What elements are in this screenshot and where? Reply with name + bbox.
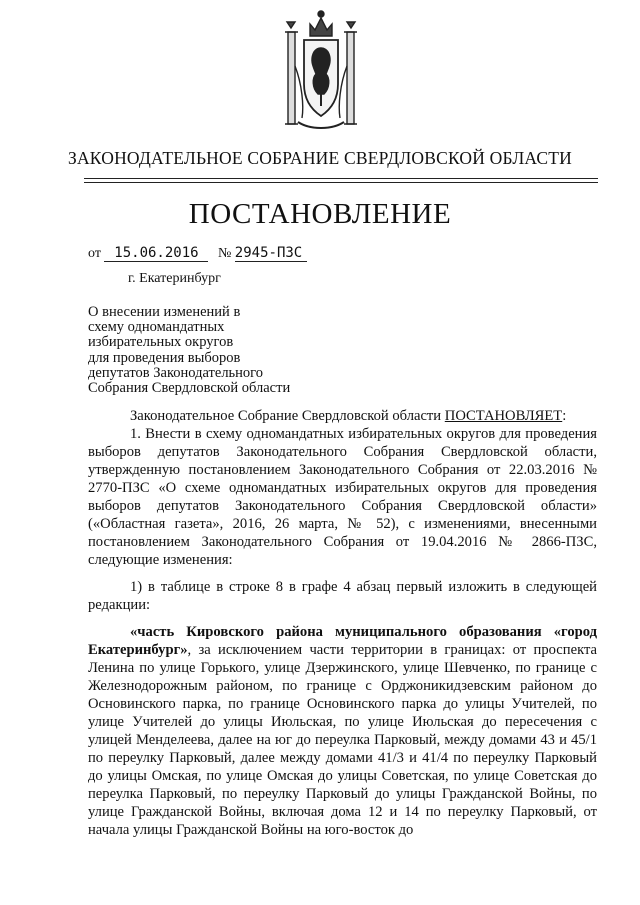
document-type-heading: ПОСТАНОВЛЕНИЕ xyxy=(188,198,452,230)
subject-line: избирательных округов xyxy=(88,334,234,351)
number-prefix: № xyxy=(217,246,232,261)
city: г. Екатеринбург xyxy=(128,271,221,286)
date-prefix: от xyxy=(88,246,101,261)
coat-of-arms-icon xyxy=(280,6,362,134)
date-number-line xyxy=(88,246,307,262)
organization-title: ЗАКОНОДАТЕЛЬНОЕ СОБРАНИЕ СВЕРДЛОВСКОЙ ОБЛАСТИ xyxy=(68,148,572,168)
subject-line: для проведения выборов xyxy=(88,349,241,366)
intro-paragraph xyxy=(88,407,597,425)
coat-of-arms-emblem xyxy=(280,6,362,134)
subject-line: депутатов Законодательного xyxy=(88,364,264,381)
date-value: 15.06.2016 xyxy=(114,245,199,261)
intro-end: : xyxy=(562,408,567,424)
date-field xyxy=(104,246,208,262)
item-1-paragraph: 1. Внести в схему одномандатных избирательных округов для проведения выборов депутатов Законодательного Собрания Свердловской области, утвержденную постановлением Законодательного Собрания от 22.03.2016 № 2770-ПЗС «О схеме одномандатных избирательных округов для проведения выборов депутатов Законодательного Собрания Свердловской области» («Областная газета», 2016, 26 марта, № 52), с изменениями, внесенными постановлением Законодательного Собрания от 19.04.2016 № 2866-ПЗС, следующие изменения: xyxy=(88,426,597,568)
quote-text: , за исключением части территории в границах: от проспекта Ленина по улице Горького, улице Дзержинского, улице Шевченко, по границе с Железнодорожным районом, по границе с Орджоникидзевским районом до Основинского парка, по границе Основинского парка до улицы Учителей, по улице Учителей до улицы Июльская, по улице Июльская до пересечения с улицей Менделеева, далее на юг до переулка Парковый, между домами 43 и 45/1 по переулку Парковый, далее между домами 41/3 и 41/4 по переулку Парковый до улицы Омская, по улице Омская до улицы Советская, по улице Советская до переулка Парковый, по переулку Парковый до улицы Гражданской Войны, по улице Гражданской Войны, включая дома 12 и 14 по переулку Парковый, от начала улицы Гражданской Войны на юго-восток до xyxy=(88,642,597,838)
number-field xyxy=(235,246,307,262)
document-subject xyxy=(88,305,290,396)
intro-text: Законодательное Собрание Свердловской области xyxy=(130,408,445,424)
subject-line: О внесении изменений в xyxy=(88,304,241,320)
subject-line: схему одномандатных xyxy=(88,319,225,336)
intro-keyword: ПОСТАНОВЛЯЕТ xyxy=(444,408,563,424)
subject-line: Собрания Свердловской области xyxy=(88,380,291,397)
number-value: 2945-ПЗС xyxy=(234,245,303,261)
quote-bold-text: «часть Кировского района муниципального образования «город Екатеринбург» xyxy=(88,624,597,658)
document-body xyxy=(88,407,597,839)
quote-paragraph xyxy=(88,623,597,839)
header-rule-bottom xyxy=(84,182,598,183)
subitem-1-paragraph: 1) в таблице в строке 8 в графе 4 абзац первый изложить в следующей редакции: xyxy=(88,579,597,613)
header-rule-top xyxy=(84,178,598,179)
